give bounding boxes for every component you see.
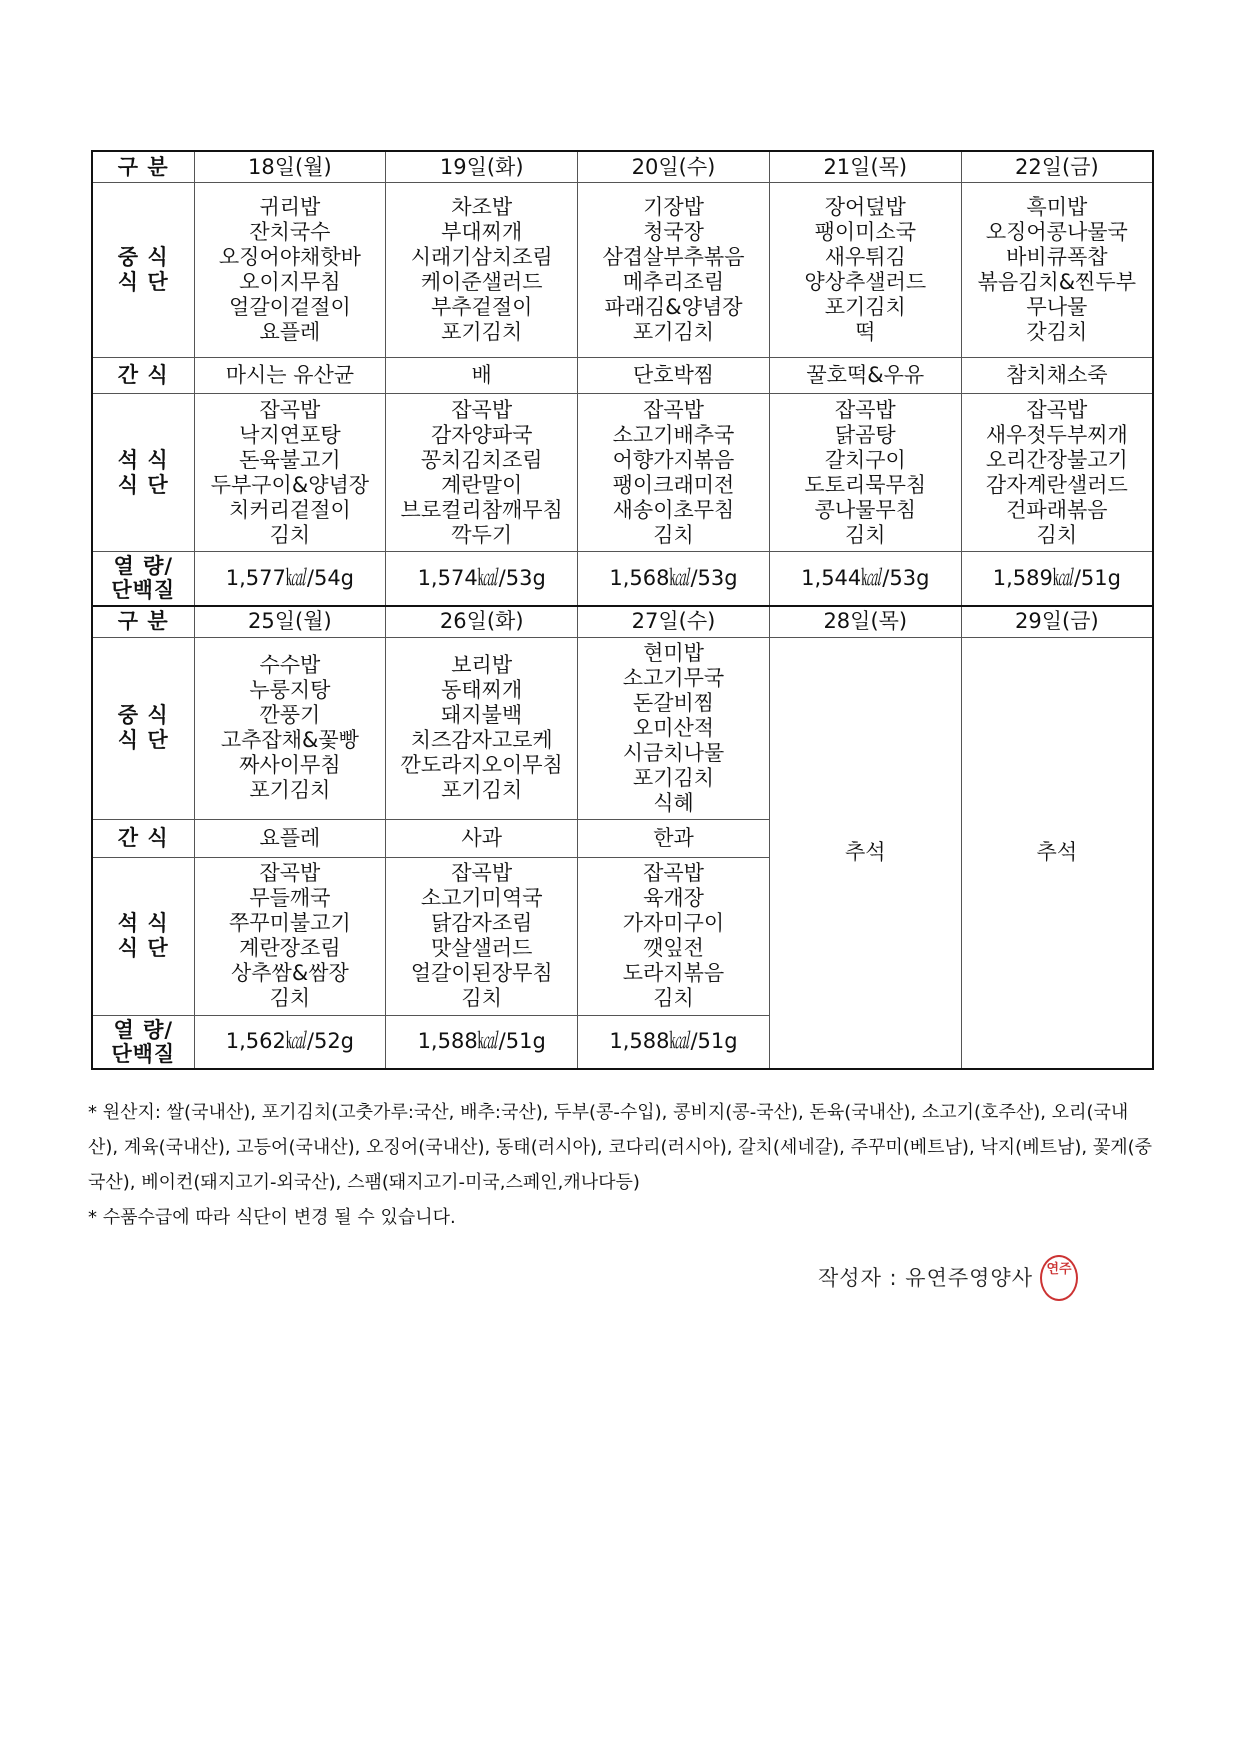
day-header: 19일(화) — [386, 151, 578, 183]
calorie-label: 열 량/ 단백질 — [92, 1015, 194, 1069]
snack-cell: 한과 — [578, 819, 770, 857]
lunch-menu-cell: 보리밥 동태찌개 돼지불백 치즈감자고로케 깐도라지오이무침 포기김치 — [386, 637, 578, 819]
calorie-cell: 1,562㎉/52g — [194, 1015, 386, 1069]
seal-stamp — [1040, 1255, 1078, 1301]
lunch-menu-cell: 현미밥 소고기무국 돈갈비찜 오미산적 시금치나물 포기김치 식혜 — [578, 637, 770, 819]
dinner-label: 석 식 식 단 — [92, 857, 194, 1015]
day-header: 21일(목) — [769, 151, 961, 183]
dinner-menu-cell: 잡곡밥 소고기미역국 닭감자조림 맛살샐러드 얼갈이된장무침 김치 — [386, 857, 578, 1015]
snack-cell: 단호박찜 — [578, 358, 770, 394]
calorie-cell: 1,574㎉/53g — [386, 552, 578, 606]
calorie-cell: 1,588㎉/51g — [578, 1015, 770, 1069]
change-note: * 수품수급에 따라 식단이 변경 될 수 있습니다. — [88, 1207, 456, 1228]
snack-cell: 배 — [386, 358, 578, 394]
calorie-cell: 1,544㎉/53g — [769, 552, 961, 606]
week2-header-row — [92, 606, 1153, 638]
dinner-menu-cell: 잡곡밥 낙지연포탕 돈육불고기 두부구이&양념장 치커리겉절이 김치 — [194, 394, 386, 552]
day-header: 20일(수) — [578, 151, 770, 183]
lunch-menu-cell: 수수밥 누룽지탕 깐풍기 고추잡채&꽃빵 짜사이무침 포기김치 — [194, 637, 386, 819]
holiday-cell: 추석 — [961, 637, 1153, 1069]
week2-lunch-row — [92, 637, 1153, 819]
week1-lunch-row — [92, 183, 1153, 358]
category-label: 구 분 — [92, 151, 194, 183]
dinner-menu-cell: 잡곡밥 닭곰탕 갈치구이 도토리묵무침 콩나물무침 김치 — [769, 394, 961, 552]
week1-calorie-row — [92, 552, 1153, 606]
day-header: 28일(목) — [769, 606, 961, 638]
lunch-menu-cell: 장어덮밥 팽이미소국 새우튀김 양상추샐러드 포기김치 떡 — [769, 183, 961, 358]
dinner-menu-cell: 잡곡밥 육개장 가자미구이 깻잎전 도라지볶음 김치 — [578, 857, 770, 1015]
dinner-menu-cell: 잡곡밥 소고기배추국 어향가지볶음 팽이크래미전 새송이초무침 김치 — [578, 394, 770, 552]
lunch-menu-cell: 차조밥 부대찌개 시래기삼치조림 케이준샐러드 부추겉절이 포기김치 — [386, 183, 578, 358]
dinner-label: 석 식 식 단 — [92, 394, 194, 552]
snack-cell: 마시는 유산균 — [194, 358, 386, 394]
dinner-menu-cell: 잡곡밥 감자양파국 꽁치김치조림 계란말이 브로컬리참깨무침 깍두기 — [386, 394, 578, 552]
holiday-cell: 추석 — [769, 637, 961, 1069]
lunch-menu-cell: 귀리밥 잔치국수 오징어야채핫바 오이지무침 얼갈이겉절이 요플레 — [194, 183, 386, 358]
snack-label: 간 식 — [92, 358, 194, 394]
week1-snack-row — [92, 358, 1153, 394]
snack-cell: 사과 — [386, 819, 578, 857]
lunch-label: 중 식 식 단 — [92, 637, 194, 819]
origin-note: * 원산지: 쌀(국내산), 포기김치(고춧가루:국산, 배추:국산), 두부(콩-수입), 콩비지(콩-국산), 돈육(국내산), 소고기(호주산), 오리(국내산), 계육(국내산), 고등어(국내산), 오징어(국내산), 동태(러시아), 코다리(러시아), 갈치(세네갈), 주꾸미(베트남), 낙지(베트남), 꽃게(중국산), 베이컨(돼지고기-외국산), 스팸(돼지고기-미국,스페인,캐나다등) — [88, 1102, 1153, 1193]
calorie-label: 열 량/ 단백질 — [92, 552, 194, 606]
calorie-cell: 1,577㎉/54g — [194, 552, 386, 606]
lunch-menu-cell: 기장밥 청국장 삼겹살부추볶음 메추리조림 파래김&양념장 포기김치 — [578, 183, 770, 358]
snack-cell: 참치채소죽 — [961, 358, 1153, 394]
dinner-menu-cell: 잡곡밥 무들깨국 쭈꾸미불고기 계란장조림 상추쌈&쌈장 김치 — [194, 857, 386, 1015]
day-header: 25일(월) — [194, 606, 386, 638]
notes — [88, 1095, 1158, 1235]
lunch-menu-cell: 흑미밥 오징어콩나물국 바비큐폭찹 볶음김치&찐두부 무나물 갓김치 — [961, 183, 1153, 358]
dinner-menu-cell: 잡곡밥 새우젓두부찌개 오리간장불고기 감자계란샐러드 건파래볶음 김치 — [961, 394, 1153, 552]
week1-header-row — [92, 151, 1153, 183]
snack-label: 간 식 — [92, 819, 194, 857]
lunch-label: 중 식 식 단 — [92, 183, 194, 358]
snack-cell: 요플레 — [194, 819, 386, 857]
meal-plan-table — [91, 150, 1154, 1070]
day-header: 29일(금) — [961, 606, 1153, 638]
author-line: 작성자 : 유연주영양사 — [818, 1266, 1033, 1290]
snack-cell: 꿀호떡&우유 — [769, 358, 961, 394]
day-header: 22일(금) — [961, 151, 1153, 183]
seal-text: 연주 — [1046, 1262, 1072, 1277]
day-header: 26일(화) — [386, 606, 578, 638]
day-header: 27일(수) — [578, 606, 770, 638]
week1-dinner-row — [92, 394, 1153, 552]
calorie-cell: 1,589㎉/51g — [961, 552, 1153, 606]
day-header: 18일(월) — [194, 151, 386, 183]
calorie-cell: 1,568㎉/53g — [578, 552, 770, 606]
category-label: 구 분 — [92, 606, 194, 638]
calorie-cell: 1,588㎉/51g — [386, 1015, 578, 1069]
